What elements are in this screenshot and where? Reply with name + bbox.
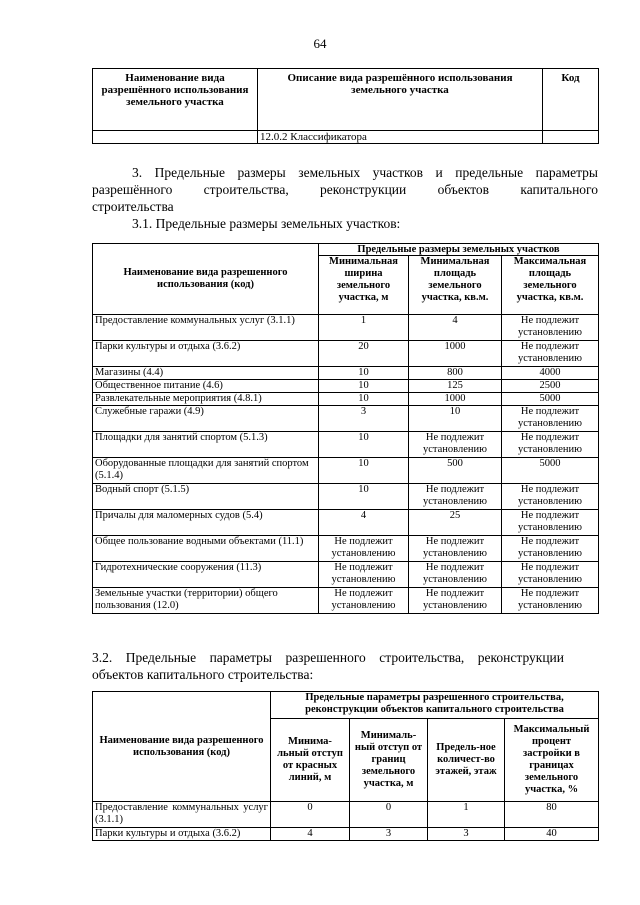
- row-name: Магазины (4.4): [93, 367, 319, 380]
- section32-line1: 3.2. Предельные параметры разрешенного строительства, реконструкции: [92, 650, 564, 665]
- cell-min-width: 10: [319, 367, 409, 380]
- row-name: Гидротехнические сооружения (11.3): [93, 562, 319, 588]
- table-row: [93, 510, 599, 536]
- table-row: [93, 484, 599, 510]
- row-name: Общественное питание (4.6): [93, 380, 319, 393]
- row-name: Водный спорт (5.1.5): [93, 484, 319, 510]
- table-row: [93, 380, 599, 393]
- cell-min-width: 10: [319, 393, 409, 406]
- group-header: Предельные параметры разрешенного строительства, реконструкции объектов капитального строительства: [271, 692, 599, 719]
- cell-max-area: Не подлежит установлению: [502, 406, 599, 432]
- col-header: Минима-льный отступ от красных линий, м: [271, 719, 350, 802]
- table-row: [93, 828, 599, 841]
- row-name: Общее пользование водными объектами (11.1): [93, 536, 319, 562]
- col-header: Предель-ное количест-во этажей, этаж: [428, 719, 505, 802]
- cell-max-area: Не подлежит установлению: [502, 588, 599, 614]
- table-cell: [93, 131, 258, 144]
- cell-coverage: 80: [505, 802, 599, 828]
- row-name: Развлекательные мероприятия (4.8.1): [93, 393, 319, 406]
- cell-max-area: Не подлежит установлению: [502, 536, 599, 562]
- col-header: Минималь-ный отступ от границ земельного участка, м: [350, 719, 428, 802]
- cell-min-width: 3: [319, 406, 409, 432]
- table-row: [93, 315, 599, 341]
- row-name: Причалы для маломерных судов (5.4): [93, 510, 319, 536]
- cell-red-line-offset: 0: [271, 802, 350, 828]
- continuation-table: [92, 68, 599, 144]
- cell-min-area: Не подлежит установлению: [409, 536, 502, 562]
- table-row: [93, 432, 599, 458]
- header-cell: Код: [543, 69, 599, 131]
- cell-floors: 1: [428, 802, 505, 828]
- table-row: [93, 536, 599, 562]
- group-header: Предельные размеры земельных участков: [319, 244, 599, 256]
- table-row: [93, 458, 599, 484]
- header-cell: Наименование вида разрешённого использования земельного участка: [93, 69, 258, 131]
- name-header: Наименование вида разрешенного использования (код): [93, 692, 271, 802]
- cell-max-area: 5000: [502, 458, 599, 484]
- page-number: 64: [313, 36, 327, 51]
- cell-min-area: 1000: [409, 341, 502, 367]
- section3-line1: 3. Предельные размеры земельных участков и предельные параметры: [132, 165, 598, 180]
- plot-size-table: [92, 243, 599, 614]
- cell-min-width: Не подлежит установлению: [319, 536, 409, 562]
- cell-min-area: 500: [409, 458, 502, 484]
- cell-min-width: Не подлежит установлению: [319, 562, 409, 588]
- cell-border-offset: 0: [350, 802, 428, 828]
- col-header: Максимальный процент застройки в границах земельного участка, %: [505, 719, 599, 802]
- cell-min-area: 10: [409, 406, 502, 432]
- table-row: [93, 802, 599, 828]
- cell-min-width: 10: [319, 380, 409, 393]
- cell-max-area: 5000: [502, 393, 599, 406]
- cell-border-offset: 3: [350, 828, 428, 841]
- row-name: Предоставление коммунальных услуг (3.1.1): [93, 802, 271, 828]
- cell-min-width: 10: [319, 432, 409, 458]
- section31-heading: 3.1. Предельные размеры земельных участков:: [132, 216, 401, 231]
- col-header: Максимальная площадь земельного участка, кв.м.: [502, 256, 599, 315]
- row-name: Оборудованные площадки для занятий спортом (5.1.4): [93, 458, 319, 484]
- table-row: [93, 341, 599, 367]
- cell-max-area: Не подлежит установлению: [502, 484, 599, 510]
- name-header: Наименование вида разрешенного использования (код): [93, 244, 319, 315]
- table-row: [93, 588, 599, 614]
- row-name: Служебные гаражи (4.9): [93, 406, 319, 432]
- cell-min-area: Не подлежит установлению: [409, 432, 502, 458]
- cell-min-area: 25: [409, 510, 502, 536]
- header-cell: Описание вида разрешённого использования земельного участка: [258, 69, 543, 131]
- cell-floors: 3: [428, 828, 505, 841]
- table-header-row: [93, 69, 599, 131]
- build-params-table: [92, 691, 599, 841]
- row-name: Парки культуры и отдыха (3.6.2): [93, 828, 271, 841]
- row-name: Предоставление коммунальных услуг (3.1.1): [93, 315, 319, 341]
- col-header: Минимальная площадь земельного участка, кв.м.: [409, 256, 502, 315]
- table-row: [93, 367, 599, 380]
- cell-min-width: 1: [319, 315, 409, 341]
- section3-line2: разрешённого строительства, реконструкции объектов капитального: [92, 182, 598, 197]
- table-row: [93, 393, 599, 406]
- cell-min-area: Не подлежит установлению: [409, 562, 502, 588]
- cell-min-width: Не подлежит установлению: [319, 588, 409, 614]
- cell-max-area: Не подлежит установлению: [502, 432, 599, 458]
- cell-max-area: 4000: [502, 367, 599, 380]
- row-name: Парки культуры и отдыха (3.6.2): [93, 341, 319, 367]
- cell-min-width: 10: [319, 458, 409, 484]
- cell-min-width: 10: [319, 484, 409, 510]
- cell-red-line-offset: 4: [271, 828, 350, 841]
- cell-min-width: 20: [319, 341, 409, 367]
- cell-coverage: 40: [505, 828, 599, 841]
- cell-min-area: 125: [409, 380, 502, 393]
- cell-min-area: 1000: [409, 393, 502, 406]
- cell-min-area: 800: [409, 367, 502, 380]
- cell-max-area: Не подлежит установлению: [502, 315, 599, 341]
- cell-min-area: Не подлежит установлению: [409, 588, 502, 614]
- table-row: [93, 406, 599, 432]
- cell-min-width: 4: [319, 510, 409, 536]
- row-name: Площадки для занятий спортом (5.1.3): [93, 432, 319, 458]
- cell-min-area: 4: [409, 315, 502, 341]
- table-cell: [543, 131, 599, 144]
- cell-min-area: Не подлежит установлению: [409, 484, 502, 510]
- row-name: Земельные участки (территории) общего пользования (12.0): [93, 588, 319, 614]
- cell-max-area: Не подлежит установлению: [502, 510, 599, 536]
- col-header: Минимальная ширина земельного участка, м: [319, 256, 409, 315]
- table-row: [93, 131, 599, 144]
- table-cell: 12.0.2 Классификатора: [258, 131, 543, 144]
- cell-max-area: Не подлежит установлению: [502, 341, 599, 367]
- section3-line3: строительства: [92, 199, 174, 214]
- section32-line2: объектов капитального строительства:: [92, 667, 314, 682]
- cell-max-area: 2500: [502, 380, 599, 393]
- table-row: [93, 562, 599, 588]
- cell-max-area: Не подлежит установлению: [502, 562, 599, 588]
